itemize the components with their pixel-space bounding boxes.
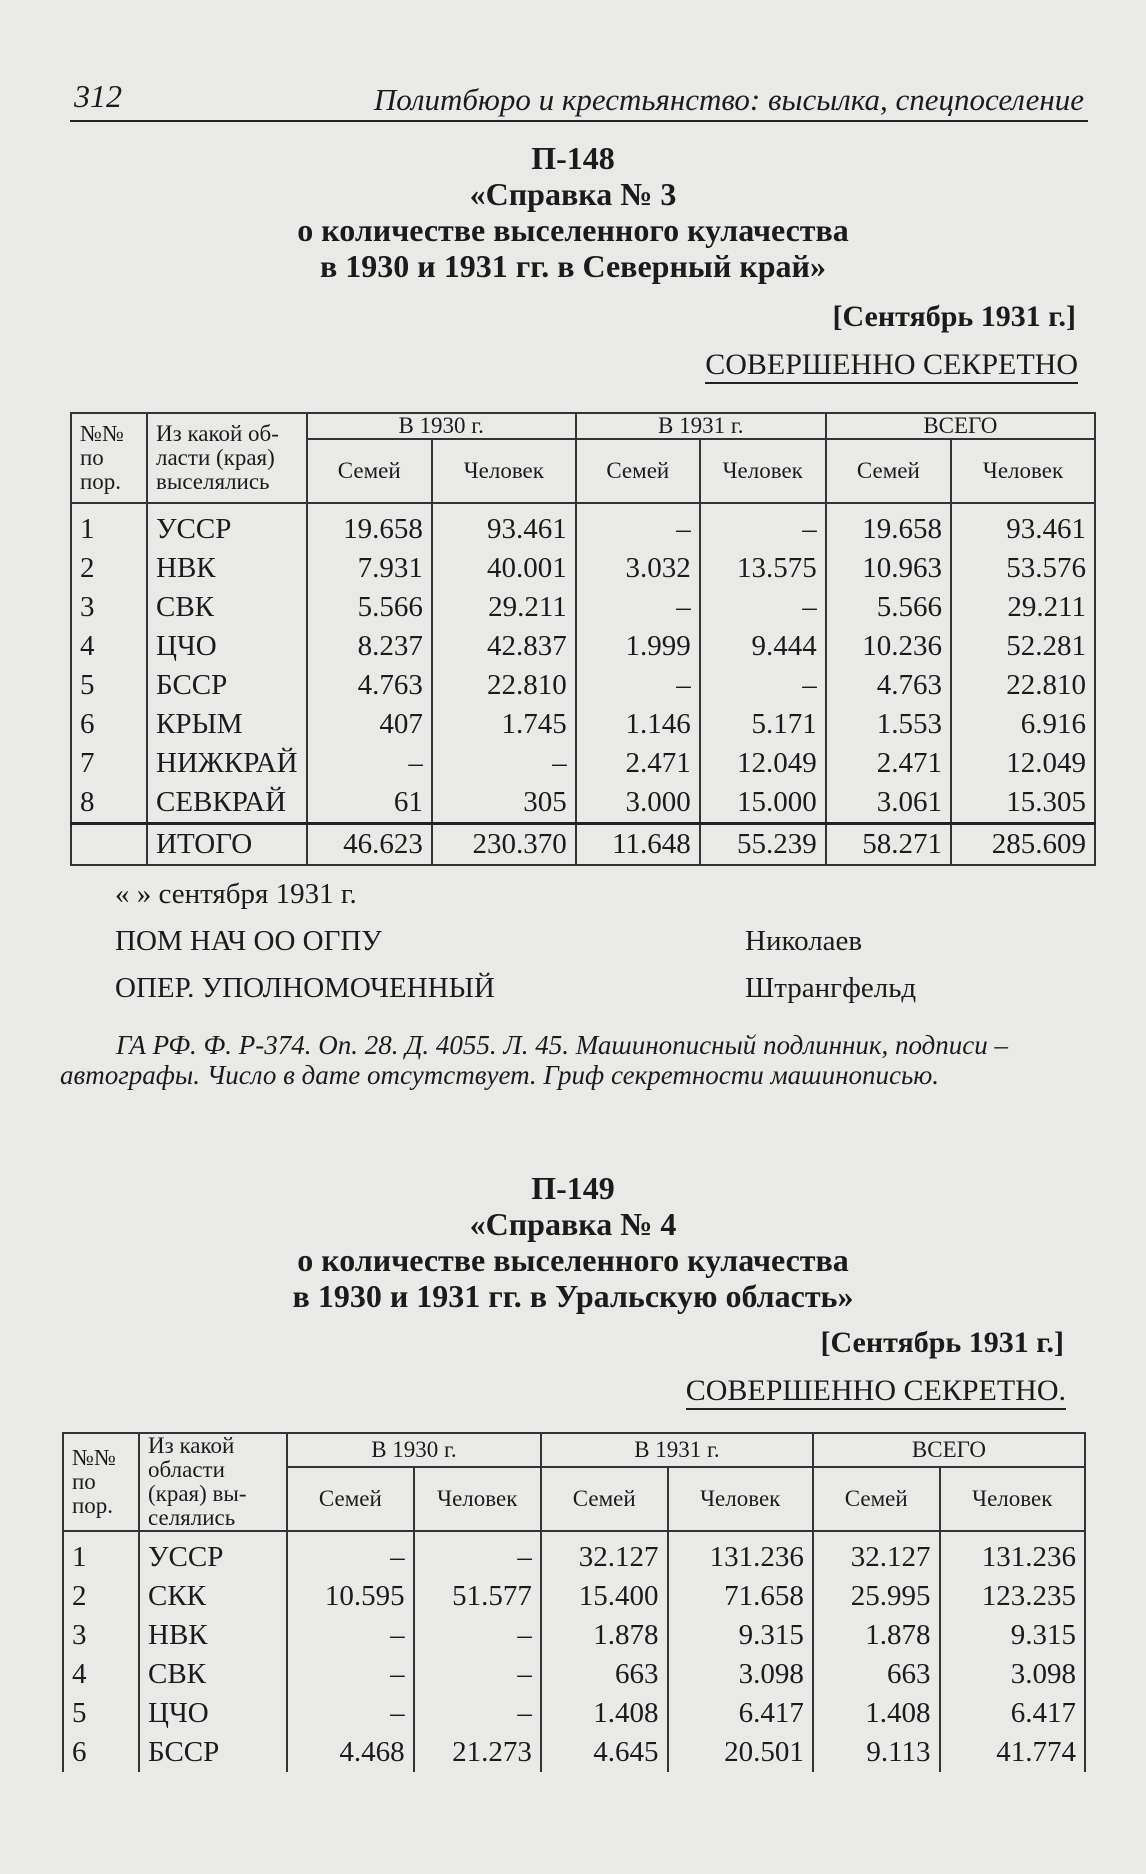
families-1930: 4.468	[287, 1733, 414, 1772]
doc1-source-note: ГА РФ. Ф. Р-374. Оп. 28. Д. 4055. Л. 45. Машинописный подлинник, подписи – автографы. Число в дате отсутствует. Гриф секретности машинописью.	[60, 1030, 1009, 1090]
people-1930: 42.837	[432, 627, 576, 666]
header-families: Семей	[826, 439, 951, 503]
total-row-number	[71, 824, 147, 866]
people-1931: 9.315	[668, 1616, 813, 1655]
region-name: СКК	[139, 1577, 287, 1616]
families-total: 4.763	[826, 666, 951, 705]
doc2-title-line: о количестве выселенного кулачества	[297, 1242, 849, 1278]
people-1931: 5.171	[700, 705, 826, 744]
people-1931: –	[700, 588, 826, 627]
doc1-date-line: « » сентября 1931 г.	[115, 878, 357, 910]
header-people: Человек	[951, 439, 1095, 503]
header-1931: В 1931 г.	[576, 413, 826, 439]
families-total: 9.113	[813, 1733, 940, 1772]
people-1931: –	[700, 503, 826, 549]
row-number: 6	[71, 705, 147, 744]
header-1930: В 1930 г.	[287, 1433, 541, 1467]
header-people: Человек	[432, 439, 576, 503]
doc1-number: П-148	[531, 140, 615, 176]
families-1931: 1.146	[576, 705, 700, 744]
total-row	[71, 824, 1095, 866]
header-region: Из какой об-ласти (края) выселялись	[147, 413, 307, 503]
table-row	[71, 549, 1095, 588]
people-1930: –	[414, 1616, 541, 1655]
people-1931: 3.098	[668, 1655, 813, 1694]
table-row	[63, 1733, 1085, 1772]
families-total: 10.963	[826, 549, 951, 588]
row-number: 4	[63, 1655, 139, 1694]
families-total: 5.566	[826, 588, 951, 627]
people-total: 131.236	[940, 1531, 1085, 1577]
header-1931: В 1931 г.	[541, 1433, 813, 1467]
region-name: СЕВКРАЙ	[147, 783, 307, 824]
families-1930: –	[287, 1655, 414, 1694]
region-name: БССР	[139, 1733, 287, 1772]
people-total: 15.305	[951, 783, 1095, 824]
header-families: Семей	[541, 1467, 668, 1531]
people-total: 22.810	[951, 666, 1095, 705]
doc2-title-line: в 1930 и 1931 гг. в Уральскую область»	[292, 1278, 854, 1314]
header-total: ВСЕГО	[826, 413, 1095, 439]
table-row	[71, 666, 1095, 705]
families-1930: –	[287, 1616, 414, 1655]
doc1-title-line: «Справка № 3	[469, 176, 677, 212]
header-1930: В 1930 г.	[307, 413, 576, 439]
region-name: УССР	[139, 1531, 287, 1577]
region-name: НВК	[139, 1616, 287, 1655]
people-1931: 15.000	[700, 783, 826, 824]
header-families: Семей	[813, 1467, 940, 1531]
row-number: 8	[71, 783, 147, 824]
row-number: 1	[71, 503, 147, 549]
row-number: 2	[63, 1577, 139, 1616]
region-name: СВК	[139, 1655, 287, 1694]
row-number: 5	[71, 666, 147, 705]
families-1930: 7.931	[307, 549, 432, 588]
people-1930: –	[414, 1531, 541, 1577]
people-total: 123.235	[940, 1577, 1085, 1616]
region-name: УССР	[147, 503, 307, 549]
families-1931: 32.127	[541, 1531, 668, 1577]
people-1931: 6.417	[668, 1694, 813, 1733]
header-people: Человек	[700, 439, 826, 503]
families-1931: 1.999	[576, 627, 700, 666]
total-people-total: 285.609	[951, 824, 1095, 866]
families-1930: –	[287, 1694, 414, 1733]
people-1930: 1.745	[432, 705, 576, 744]
people-total: 6.417	[940, 1694, 1085, 1733]
families-1931: 2.471	[576, 744, 700, 783]
families-1931: 3.000	[576, 783, 700, 824]
families-1931: 1.408	[541, 1694, 668, 1733]
header-region: Из какой области (края) вы-селялись	[139, 1433, 287, 1531]
doc1-signature-position: ПОМ НАЧ ОО ОГПУ	[115, 925, 382, 957]
doc1-title-line: о количестве выселенного кулачества	[297, 212, 849, 248]
table-row	[63, 1531, 1085, 1577]
people-1931: 12.049	[700, 744, 826, 783]
families-1930: 8.237	[307, 627, 432, 666]
families-total: 1.408	[813, 1694, 940, 1733]
header-total: ВСЕГО	[813, 1433, 1085, 1467]
families-1931: 663	[541, 1655, 668, 1694]
total-people-1931: 55.239	[700, 824, 826, 866]
table-row	[63, 1577, 1085, 1616]
doc2-number: П-149	[531, 1170, 615, 1206]
table-row	[71, 783, 1095, 824]
total-region-name: ИТОГО	[147, 824, 307, 866]
region-name: НВК	[147, 549, 307, 588]
doc2-title-line: «Справка № 4	[469, 1206, 677, 1242]
families-1931: 4.645	[541, 1733, 668, 1772]
families-1931: –	[576, 666, 700, 705]
people-1930: –	[414, 1655, 541, 1694]
people-1930: –	[414, 1694, 541, 1733]
table-row	[63, 1694, 1085, 1733]
families-1930: 4.763	[307, 666, 432, 705]
families-total: 19.658	[826, 503, 951, 549]
people-total: 29.211	[951, 588, 1095, 627]
families-total: 1.878	[813, 1616, 940, 1655]
families-1930: 10.595	[287, 1577, 414, 1616]
region-name: ЦЧО	[147, 627, 307, 666]
doc2-table	[62, 1432, 1086, 1772]
row-number: 5	[63, 1694, 139, 1733]
people-total: 52.281	[951, 627, 1095, 666]
table-row	[63, 1655, 1085, 1694]
region-name: ЦЧО	[139, 1694, 287, 1733]
header-families: Семей	[307, 439, 432, 503]
doc1-date: [Сентябрь 1931 г.]	[832, 300, 1076, 333]
header-families: Семей	[287, 1467, 414, 1531]
people-1930: –	[432, 744, 576, 783]
running-title: Политбюро и крестьянство: высылка, спецпоселение	[373, 82, 1084, 117]
header-families: Семей	[576, 439, 700, 503]
families-1930: 5.566	[307, 588, 432, 627]
people-1931: –	[700, 666, 826, 705]
people-total: 6.916	[951, 705, 1095, 744]
families-1930: –	[307, 744, 432, 783]
total-families-1931: 11.648	[576, 824, 700, 866]
families-total: 2.471	[826, 744, 951, 783]
families-total: 663	[813, 1655, 940, 1694]
families-total: 1.553	[826, 705, 951, 744]
people-1930: 40.001	[432, 549, 576, 588]
row-number: 2	[71, 549, 147, 588]
header-people: Человек	[668, 1467, 813, 1531]
people-1930: 305	[432, 783, 576, 824]
doc1-signature-position: ОПЕР. УПОЛНОМОЧЕННЫЙ	[115, 972, 495, 1004]
header-divider	[70, 120, 1088, 122]
people-1930: 22.810	[432, 666, 576, 705]
row-number: 6	[63, 1733, 139, 1772]
people-total: 9.315	[940, 1616, 1085, 1655]
table-row	[71, 588, 1095, 627]
doc1-signature-name: Николаев	[745, 925, 863, 957]
doc1-signature-name: Штрангфельд	[745, 972, 917, 1004]
region-name: СВК	[147, 588, 307, 627]
families-1931: 1.878	[541, 1616, 668, 1655]
doc1-secrecy: СОВЕРШЕННО СЕКРЕТНО	[705, 348, 1078, 384]
total-families-1930: 46.623	[307, 824, 432, 866]
families-1931: –	[576, 588, 700, 627]
doc1-table	[70, 412, 1096, 866]
table-row	[71, 627, 1095, 666]
region-name: БССР	[147, 666, 307, 705]
people-1930: 29.211	[432, 588, 576, 627]
doc2-secrecy: СОВЕРШЕННО СЕКРЕТНО.	[686, 1374, 1066, 1410]
people-total: 41.774	[940, 1733, 1085, 1772]
table-row	[71, 744, 1095, 783]
people-1930: 93.461	[432, 503, 576, 549]
families-total: 25.995	[813, 1577, 940, 1616]
families-total: 3.061	[826, 783, 951, 824]
families-total: 32.127	[813, 1531, 940, 1577]
people-1931: 71.658	[668, 1577, 813, 1616]
header-people: Человек	[414, 1467, 541, 1531]
total-people-1930: 230.370	[432, 824, 576, 866]
header-number: №№ по пор.	[71, 413, 147, 503]
row-number: 3	[63, 1616, 139, 1655]
families-total: 10.236	[826, 627, 951, 666]
people-1931: 20.501	[668, 1733, 813, 1772]
people-1931: 131.236	[668, 1531, 813, 1577]
doc1-title-line: в 1930 и 1931 гг. в Северный край»	[320, 248, 826, 284]
people-total: 93.461	[951, 503, 1095, 549]
row-number: 3	[71, 588, 147, 627]
total-families-total: 58.271	[826, 824, 951, 866]
families-1930: 407	[307, 705, 432, 744]
families-1931: 3.032	[576, 549, 700, 588]
table-row	[71, 705, 1095, 744]
doc2-date: [Сентябрь 1931 г.]	[820, 1326, 1064, 1359]
row-number: 4	[71, 627, 147, 666]
table-row	[71, 503, 1095, 549]
families-1930: 19.658	[307, 503, 432, 549]
header-people: Человек	[940, 1467, 1085, 1531]
row-number: 1	[63, 1531, 139, 1577]
page-number: 312	[74, 78, 122, 114]
families-1931: –	[576, 503, 700, 549]
people-total: 3.098	[940, 1655, 1085, 1694]
row-number: 7	[71, 744, 147, 783]
region-name: КРЫМ	[147, 705, 307, 744]
people-1930: 51.577	[414, 1577, 541, 1616]
people-1931: 13.575	[700, 549, 826, 588]
people-1930: 21.273	[414, 1733, 541, 1772]
people-total: 53.576	[951, 549, 1095, 588]
families-1930: 61	[307, 783, 432, 824]
people-1931: 9.444	[700, 627, 826, 666]
table-row	[63, 1616, 1085, 1655]
families-1931: 15.400	[541, 1577, 668, 1616]
families-1930: –	[287, 1531, 414, 1577]
header-number: №№ по пор.	[63, 1433, 139, 1531]
region-name: НИЖКРАЙ	[147, 744, 307, 783]
people-total: 12.049	[951, 744, 1095, 783]
